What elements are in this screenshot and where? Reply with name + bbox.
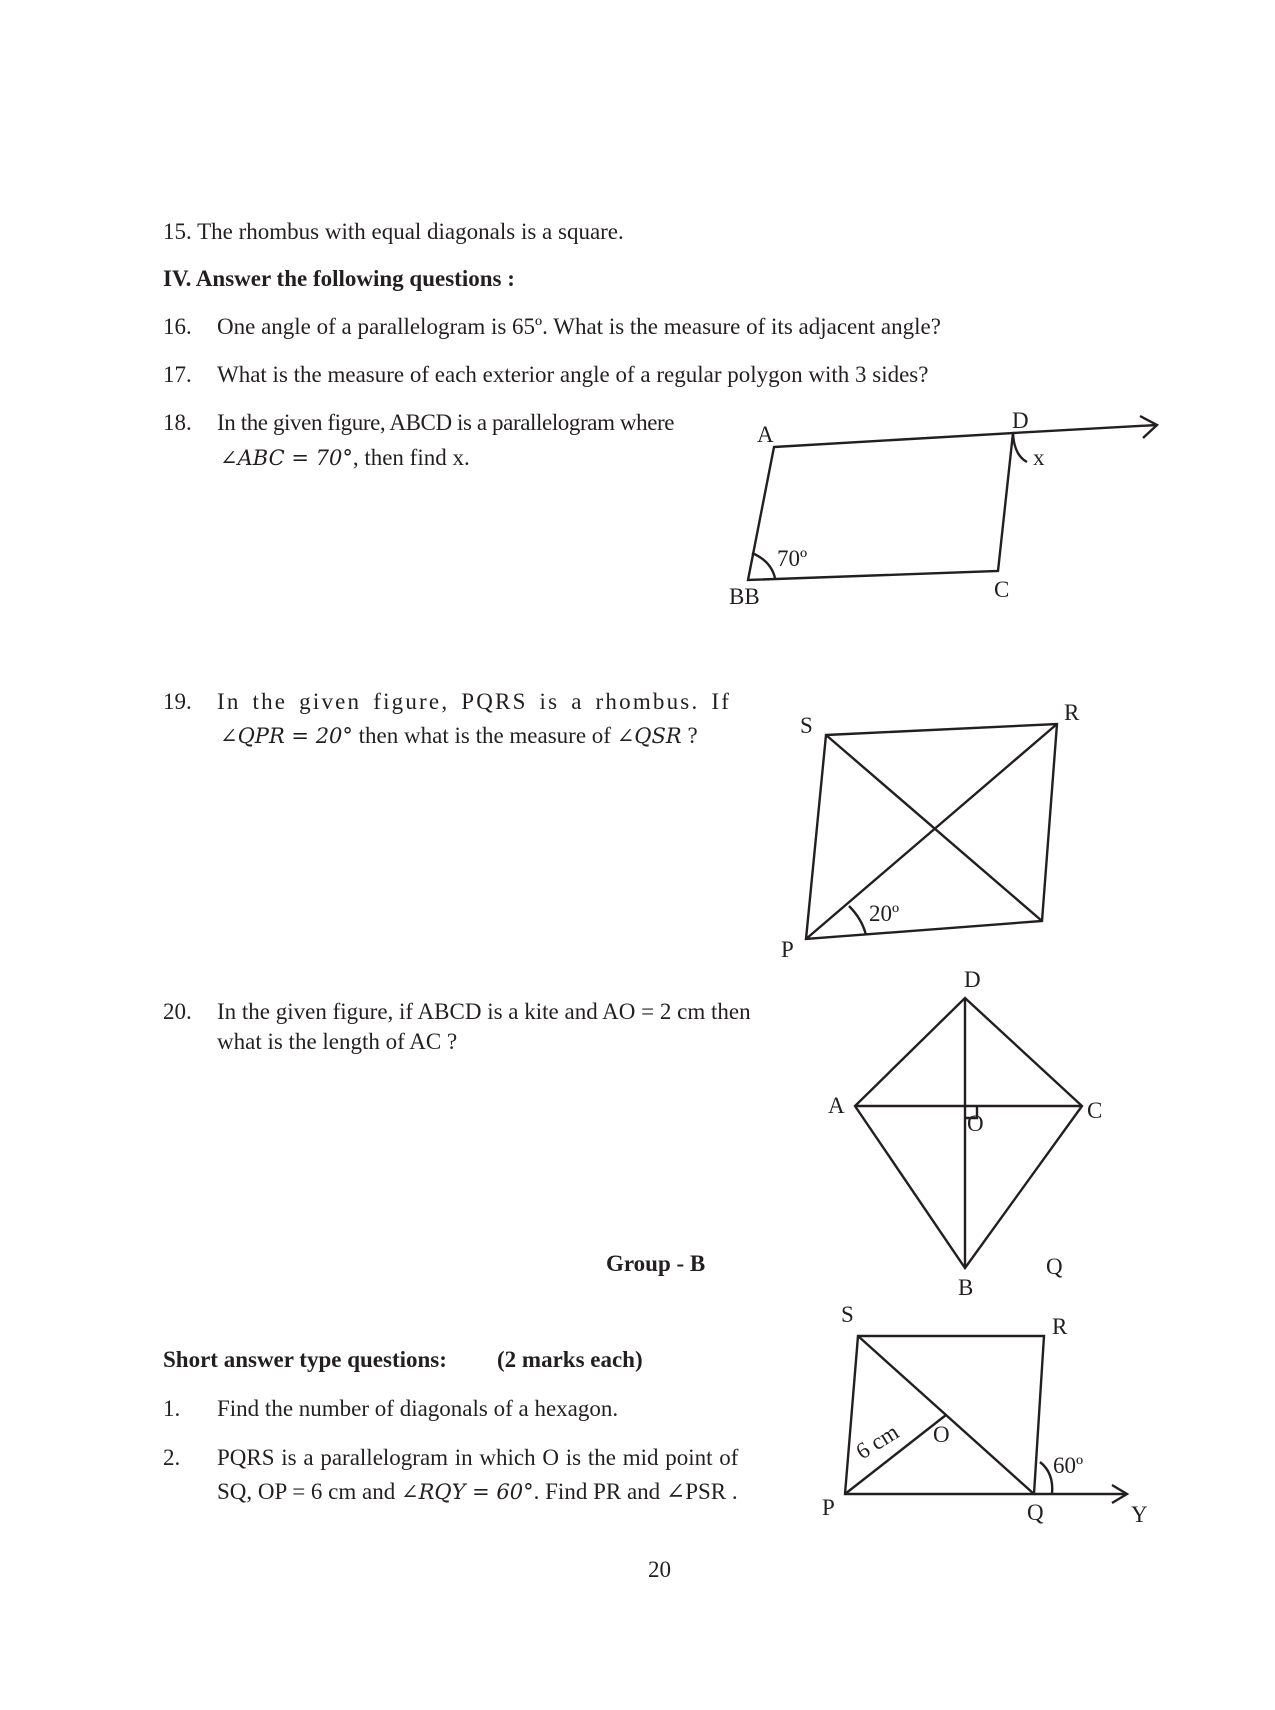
short-question-2-line2-mid: . Find PR and (533, 1479, 666, 1504)
short-answer-marks: (2 marks each) (497, 1347, 643, 1372)
question-17-number: 17. (163, 362, 192, 387)
label-b: B (958, 1275, 974, 1300)
label-r: R (1064, 700, 1080, 725)
short-question-1-text: Find the number of diagonals of a hexagon. (217, 1396, 619, 1421)
section-heading: IV. Answer the following questions : (163, 266, 515, 291)
short-question-2-line1: PQRS is a parallelogram in which O is the mid point of (217, 1445, 739, 1470)
angle-qsr-math: ∠QSR (616, 724, 682, 748)
question-17-text: What is the measure of each exterior angle of a regular polygon with 3 sides? (217, 362, 929, 387)
angle-60-arc (1040, 1462, 1052, 1494)
label-q: Q (1027, 1500, 1044, 1525)
label-p: P (781, 937, 794, 962)
question-16-number: 16. (163, 314, 192, 339)
angle-abc-math: ∠ABC = 70° (220, 446, 353, 470)
label-r: R (1052, 1314, 1068, 1339)
angle-rqy-math: ∠RQY = 60° (400, 1480, 534, 1504)
question-19-line2-mid: then what is the measure of (352, 723, 617, 748)
question-15-text: 15. The rhombus with equal diagonals is a square. (163, 219, 624, 244)
label-s: S (841, 1302, 854, 1327)
question-19-line1: In the given figure, PQRS is a rhombus. If (217, 689, 732, 714)
question-18-line2-rest: , then find x. (352, 445, 470, 470)
label-c: C (994, 577, 1010, 602)
label-x: x (1033, 445, 1045, 470)
question-20-line1: In the given figure, if ABCD is a kite and AO = 2 cm then (217, 999, 751, 1024)
label-c: C (1087, 1098, 1103, 1123)
question-16-text: One angle of a parallelogram is 65º. What is the measure of its adjacent angle? (217, 314, 941, 339)
label-d: D (1012, 408, 1029, 433)
label-angle-60: 60º (1053, 1453, 1084, 1478)
angle-qpr-math: ∠QPR = 20° (220, 724, 353, 748)
question-18-number: 18. (163, 410, 192, 435)
label-d: D (964, 967, 981, 992)
question-18-line1: In the given figure, ABCD is a parallelogram where (217, 410, 675, 435)
label-b: BB (729, 584, 760, 609)
label-6cm: 6 cm (851, 1419, 904, 1465)
label-angle-70: 70º (777, 546, 808, 571)
label-p: P (822, 1495, 835, 1520)
label-a: A (757, 422, 774, 447)
question-19-number: 19. (163, 689, 192, 714)
label-y: Y (1131, 1502, 1148, 1527)
label-angle-20: 20º (869, 901, 900, 926)
angle-psr-math: ∠PSR (665, 1479, 727, 1504)
page-number: 20 (648, 1557, 671, 1582)
label-o: O (967, 1111, 984, 1136)
short-question-2-number: 2. (163, 1445, 181, 1470)
short-question-2-line2-start: SQ, OP = 6 cm and (217, 1479, 401, 1504)
label-o: O (933, 1422, 950, 1447)
label-q-top: Q (1046, 1254, 1063, 1279)
label-s: S (800, 713, 813, 738)
short-question-1-number: 1. (163, 1396, 181, 1421)
group-b-title: Group - B (606, 1251, 706, 1276)
question-19-line2-end: ? (681, 723, 698, 748)
short-question-2-line2-end: . (726, 1479, 738, 1504)
short-answer-heading: Short answer type questions: (163, 1347, 447, 1372)
question-20-number: 20. (163, 999, 192, 1024)
question-20-line2: what is the length of AC ? (217, 1029, 458, 1054)
label-a: A (828, 1093, 845, 1118)
